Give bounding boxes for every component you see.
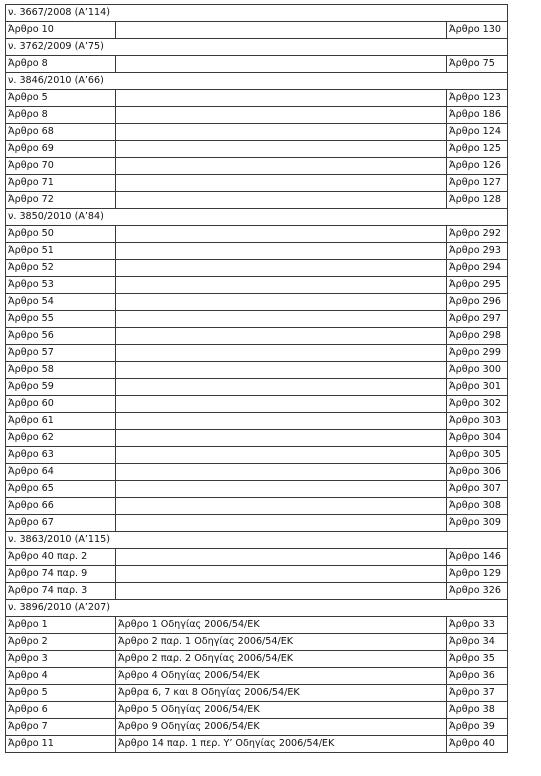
- new-article-cell: Άρθρο 306: [447, 464, 508, 481]
- old-article-cell: Άρθρο 57: [6, 345, 116, 362]
- old-article-cell: Άρθρο 67: [6, 515, 116, 532]
- new-article-cell: Άρθρο 127: [447, 175, 508, 192]
- new-article-cell: Άρθρο 294: [447, 260, 508, 277]
- new-article-cell: Άρθρο 296: [447, 294, 508, 311]
- directive-article-cell: [116, 294, 447, 311]
- table-row: [6, 447, 508, 464]
- old-article-cell: Άρθρο 3: [6, 651, 116, 668]
- new-article-cell: Άρθρο 129: [447, 566, 508, 583]
- new-article-cell: Άρθρο 146: [447, 549, 508, 566]
- directive-article-cell: [116, 379, 447, 396]
- directive-article-cell: [116, 158, 447, 175]
- table-row: [6, 141, 508, 158]
- new-article-cell: Άρθρο 298: [447, 328, 508, 345]
- old-article-cell: Άρθρο 58: [6, 362, 116, 379]
- table-row: [6, 175, 508, 192]
- table-row: [6, 226, 508, 243]
- table-row: [6, 464, 508, 481]
- old-article-cell: Άρθρο 69: [6, 141, 116, 158]
- new-article-cell: Άρθρο 123: [447, 90, 508, 107]
- table-row: [6, 345, 508, 362]
- new-article-cell: Άρθρο 300: [447, 362, 508, 379]
- new-article-cell: Άρθρο 308: [447, 498, 508, 515]
- directive-article-cell: [116, 260, 447, 277]
- law-title: ν. 3846/2010 (Α’66): [6, 73, 508, 90]
- directive-article-cell: [116, 90, 447, 107]
- new-article-cell: Άρθρο 38: [447, 702, 508, 719]
- law-title: ν. 3863/2010 (Α’115): [6, 532, 508, 549]
- directive-article-cell: [116, 124, 447, 141]
- old-article-cell: Άρθρο 7: [6, 719, 116, 736]
- new-article-cell: Άρθρο 40: [447, 736, 508, 753]
- new-article-cell: Άρθρο 297: [447, 311, 508, 328]
- old-article-cell: Άρθρο 8: [6, 107, 116, 124]
- old-article-cell: Άρθρο 51: [6, 243, 116, 260]
- old-article-cell: Άρθρο 4: [6, 668, 116, 685]
- law-title: ν. 3762/2009 (Α’75): [6, 39, 508, 56]
- table-row: [6, 243, 508, 260]
- old-article-cell: Άρθρο 2: [6, 634, 116, 651]
- old-article-cell: Άρθρο 10: [6, 22, 116, 39]
- directive-article-cell: [116, 481, 447, 498]
- old-article-cell: Άρθρο 72: [6, 192, 116, 209]
- law-header-row: [6, 532, 508, 549]
- table-row: [6, 294, 508, 311]
- directive-article-cell: [116, 396, 447, 413]
- directive-article-cell: Άρθρα 6, 7 και 8 Οδηγίας 2006/54/ΕΚ: [116, 685, 447, 702]
- old-article-cell: Άρθρο 74 παρ. 9: [6, 566, 116, 583]
- table-row: [6, 719, 508, 736]
- table-row: [6, 498, 508, 515]
- table-row: [6, 124, 508, 141]
- directive-article-cell: [116, 413, 447, 430]
- directive-article-cell: [116, 107, 447, 124]
- old-article-cell: Άρθρο 61: [6, 413, 116, 430]
- old-article-cell: Άρθρο 53: [6, 277, 116, 294]
- law-header-row: [6, 39, 508, 56]
- old-article-cell: Άρθρο 71: [6, 175, 116, 192]
- table-row: [6, 651, 508, 668]
- new-article-cell: Άρθρο 125: [447, 141, 508, 158]
- new-article-cell: Άρθρο 126: [447, 158, 508, 175]
- table-row: [6, 192, 508, 209]
- new-article-cell: Άρθρο 36: [447, 668, 508, 685]
- old-article-cell: Άρθρο 11: [6, 736, 116, 753]
- law-title: ν. 3667/2008 (Α’114): [6, 5, 508, 22]
- table-row: [6, 277, 508, 294]
- old-article-cell: Άρθρο 55: [6, 311, 116, 328]
- old-article-cell: Άρθρο 1: [6, 617, 116, 634]
- directive-article-cell: Άρθρο 5 Οδηγίας 2006/54/ΕΚ: [116, 702, 447, 719]
- law-header-row: [6, 73, 508, 90]
- old-article-cell: Άρθρο 74 παρ. 3: [6, 583, 116, 600]
- table-row: [6, 702, 508, 719]
- directive-article-cell: [116, 141, 447, 158]
- old-article-cell: Άρθρο 63: [6, 447, 116, 464]
- table-row: [6, 413, 508, 430]
- old-article-cell: Άρθρο 8: [6, 56, 116, 73]
- directive-article-cell: [116, 192, 447, 209]
- new-article-cell: Άρθρο 124: [447, 124, 508, 141]
- table-row: [6, 515, 508, 532]
- table-row: [6, 90, 508, 107]
- directive-article-cell: [116, 498, 447, 515]
- table-row: [6, 430, 508, 447]
- old-article-cell: Άρθρο 59: [6, 379, 116, 396]
- new-article-cell: Άρθρο 326: [447, 583, 508, 600]
- new-article-cell: Άρθρο 295: [447, 277, 508, 294]
- table-row: [6, 56, 508, 73]
- directive-article-cell: [116, 447, 447, 464]
- directive-article-cell: [116, 566, 447, 583]
- table-row: [6, 107, 508, 124]
- old-article-cell: Άρθρο 5: [6, 685, 116, 702]
- directive-article-cell: Άρθρο 1 Οδηγίας 2006/54/ΕΚ: [116, 617, 447, 634]
- table-row: [6, 22, 508, 39]
- new-article-cell: Άρθρο 34: [447, 634, 508, 651]
- table-row: [6, 158, 508, 175]
- new-article-cell: Άρθρο 39: [447, 719, 508, 736]
- new-article-cell: Άρθρο 304: [447, 430, 508, 447]
- directive-article-cell: [116, 464, 447, 481]
- old-article-cell: Άρθρο 52: [6, 260, 116, 277]
- directive-article-cell: [116, 328, 447, 345]
- table-row: [6, 583, 508, 600]
- directive-article-cell: Άρθρο 2 παρ. 1 Οδηγίας 2006/54/ΕΚ: [116, 634, 447, 651]
- old-article-cell: Άρθρο 70: [6, 158, 116, 175]
- table-row: [6, 566, 508, 583]
- table-row: [6, 736, 508, 753]
- old-article-cell: Άρθρο 5: [6, 90, 116, 107]
- new-article-cell: Άρθρο 307: [447, 481, 508, 498]
- old-article-cell: Άρθρο 50: [6, 226, 116, 243]
- table-row: [6, 668, 508, 685]
- directive-article-cell: [116, 430, 447, 447]
- directive-article-cell: [116, 226, 447, 243]
- old-article-cell: Άρθρο 60: [6, 396, 116, 413]
- correlation-table: [5, 4, 508, 753]
- table-row: [6, 379, 508, 396]
- table-row: [6, 481, 508, 498]
- new-article-cell: Άρθρο 301: [447, 379, 508, 396]
- correlation-table-body: [6, 5, 508, 753]
- old-article-cell: Άρθρο 66: [6, 498, 116, 515]
- new-article-cell: Άρθρο 293: [447, 243, 508, 260]
- law-title: ν. 3896/2010 (Α’207): [6, 600, 508, 617]
- law-header-row: [6, 5, 508, 22]
- new-article-cell: Άρθρο 130: [447, 22, 508, 39]
- table-row: [6, 328, 508, 345]
- old-article-cell: Άρθρο 40 παρ. 2: [6, 549, 116, 566]
- table-row: [6, 311, 508, 328]
- table-row: [6, 396, 508, 413]
- new-article-cell: Άρθρο 302: [447, 396, 508, 413]
- new-article-cell: Άρθρο 33: [447, 617, 508, 634]
- table-row: [6, 260, 508, 277]
- new-article-cell: Άρθρο 35: [447, 651, 508, 668]
- new-article-cell: Άρθρο 309: [447, 515, 508, 532]
- new-article-cell: Άρθρο 186: [447, 107, 508, 124]
- directive-article-cell: [116, 345, 447, 362]
- directive-article-cell: [116, 549, 447, 566]
- law-header-row: [6, 600, 508, 617]
- old-article-cell: Άρθρο 68: [6, 124, 116, 141]
- table-row: [6, 685, 508, 702]
- new-article-cell: Άρθρο 128: [447, 192, 508, 209]
- directive-article-cell: [116, 311, 447, 328]
- table-row: [6, 549, 508, 566]
- old-article-cell: Άρθρο 62: [6, 430, 116, 447]
- directive-article-cell: [116, 583, 447, 600]
- new-article-cell: Άρθρο 305: [447, 447, 508, 464]
- directive-article-cell: Άρθρο 4 Οδηγίας 2006/54/ΕΚ: [116, 668, 447, 685]
- directive-article-cell: [116, 243, 447, 260]
- table-row: [6, 634, 508, 651]
- directive-article-cell: [116, 22, 447, 39]
- directive-article-cell: Άρθρο 2 παρ. 2 Οδηγίας 2006/54/ΕΚ: [116, 651, 447, 668]
- new-article-cell: Άρθρο 75: [447, 56, 508, 73]
- old-article-cell: Άρθρο 6: [6, 702, 116, 719]
- old-article-cell: Άρθρο 54: [6, 294, 116, 311]
- directive-article-cell: Άρθρο 14 παρ. 1 περ. Υ’ Οδηγίας 2006/54/ΕΚ: [116, 736, 447, 753]
- new-article-cell: Άρθρο 292: [447, 226, 508, 243]
- directive-article-cell: [116, 56, 447, 73]
- directive-article-cell: [116, 515, 447, 532]
- old-article-cell: Άρθρο 64: [6, 464, 116, 481]
- table-row: [6, 362, 508, 379]
- directive-article-cell: [116, 175, 447, 192]
- directive-article-cell: Άρθρο 9 Οδηγίας 2006/54/ΕΚ: [116, 719, 447, 736]
- new-article-cell: Άρθρο 299: [447, 345, 508, 362]
- directive-article-cell: [116, 362, 447, 379]
- new-article-cell: Άρθρο 303: [447, 413, 508, 430]
- law-header-row: [6, 209, 508, 226]
- directive-article-cell: [116, 277, 447, 294]
- law-title: ν. 3850/2010 (Α’84): [6, 209, 508, 226]
- old-article-cell: Άρθρο 56: [6, 328, 116, 345]
- correlation-table-page: [5, 4, 507, 753]
- table-row: [6, 617, 508, 634]
- old-article-cell: Άρθρο 65: [6, 481, 116, 498]
- new-article-cell: Άρθρο 37: [447, 685, 508, 702]
